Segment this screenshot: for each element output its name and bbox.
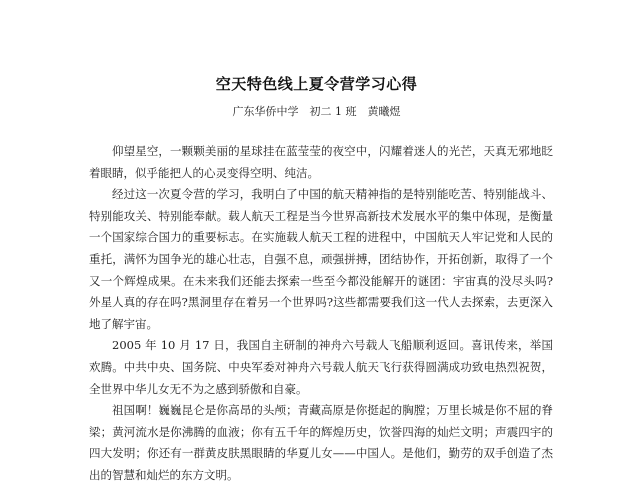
paragraph: 2005 年 10 月 17 日，我国自主研制的神舟六号载人飞船顺利返回。喜讯传来，举国欢腾。中共中央、国务院、中央军委对神舟六号载人航天飞行获得圆满成功致电热烈祝贺，全世界中华儿女无不为之感到骄傲和自豪。 — [89, 338, 553, 396]
paragraph: 祖国啊！巍巍昆仑是你高昂的头颅；青藏高原是你挺起的胸膛；万里长城是你不屈的脊梁；黄河流水是你沸腾的血液；你有五千年的辉煌历史，饮誉四海的灿烂文明；声震四宇的四大发明；你还有一群黄皮肤黑眼睛的华夏儿女——中国人。是他们，勤劳的双手创造了杰出的智慧和灿烂的东方文明。 — [89, 403, 553, 482]
paragraph: 仰望星空，一颗颗美丽的星球挂在蓝莹莹的夜空中，闪耀着迷人的光芒，天真无邪地眨着眼睛，似乎能把人的心灵变得空明、纯洁。 — [89, 144, 553, 180]
document-body — [89, 141, 553, 487]
author-byline: 广东华侨中学 初二 1 班 黄曦煜 — [232, 105, 401, 118]
paragraph: 经过这一次夏令营的学习，我明白了中国的航天精神指的是特别能吃苦、特别能战斗、特别能攻关、特别能奉献。载人航天工程是当今世界高新技术发展水平的集中体现，是衡量一个国家综合国力的重要标志。在实施载人航天工程的进程中，中国航天人牢记党和人民的重托，满怀为国争光的雄心壮志，自强不息，顽强拼搏，团结协作，开拓创新，取得了一个又一个辉煌成果。在未来我们还能去探索一些至今都没能解开的谜团：宇宙真的没尽头吗?外星人真的存在吗?黑洞里存在着另一个世界吗?这些都需要我们这一代人去探索，去更深入地了解宇宙。 — [89, 187, 553, 331]
document-title: 空天特色线上夏令营学习心得 — [215, 75, 418, 93]
